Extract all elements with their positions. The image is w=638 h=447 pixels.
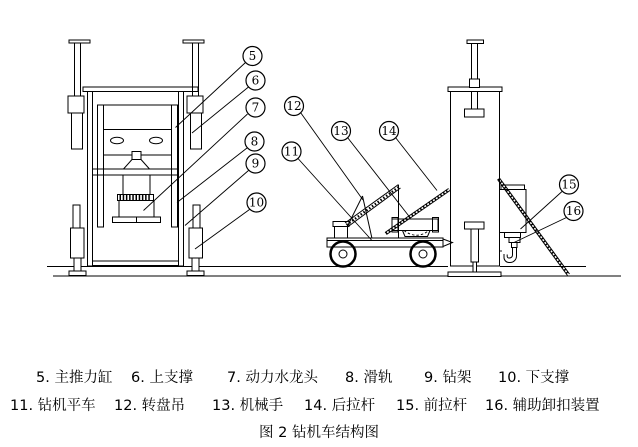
svg-text:10: 10	[248, 195, 265, 210]
power-swivel-assembly	[93, 169, 179, 223]
callout-8	[245, 132, 264, 151]
callout-7	[246, 98, 265, 117]
wheel-front	[411, 242, 436, 267]
svg-text:8: 8	[250, 134, 259, 149]
legend-item-14: 14. 后拉杆	[304, 398, 376, 414]
lower-support-left	[69, 205, 86, 276]
svg-text:9: 9	[251, 156, 260, 171]
mast-tower	[448, 40, 502, 277]
traveling-head-box	[98, 105, 178, 169]
flat-car	[327, 238, 453, 267]
ground-lines	[47, 267, 621, 277]
legend-item-16: 16. 辅助卸扣装置	[485, 398, 600, 414]
svg-text:11: 11	[283, 144, 300, 159]
callout-10	[247, 193, 266, 212]
wheel-rear	[331, 242, 356, 267]
svg-text:7: 7	[251, 100, 260, 115]
callout-16	[564, 202, 583, 221]
legend-item-6: 6. 上支撑	[131, 370, 193, 386]
svg-text:14: 14	[381, 124, 397, 139]
svg-text:5: 5	[248, 49, 257, 64]
callout-6	[246, 71, 265, 90]
legend-item-7: 7. 动力水龙头	[227, 370, 318, 386]
legend-item-13: 13. 机械手	[212, 398, 284, 414]
callout-12	[285, 97, 304, 116]
callout-5	[243, 47, 262, 66]
legend-item-8: 8. 滑轨	[345, 370, 393, 386]
main-thrust-cylinder-right	[183, 40, 204, 149]
slide-rails	[98, 105, 178, 227]
legend-item-12: 12. 转盘吊	[114, 398, 186, 414]
callout-14	[380, 122, 399, 141]
figure-caption: 图 2 钻机车结构图	[259, 425, 379, 441]
callout-15	[560, 175, 579, 194]
callouts	[243, 47, 583, 221]
svg-text:12: 12	[286, 99, 302, 114]
main-thrust-cylinder-left	[68, 40, 90, 149]
svg-text:6: 6	[251, 73, 260, 88]
lower-support-right	[187, 205, 204, 276]
callout-9	[246, 154, 265, 173]
svg-text:16: 16	[565, 204, 582, 219]
legend-item-15: 15. 前拉杆	[396, 398, 468, 414]
legend-item-9: 9. 钻架	[424, 370, 472, 386]
rear-tie-rod	[385, 189, 450, 235]
callout-11	[282, 142, 301, 161]
svg-text:13: 13	[333, 124, 349, 139]
legend-item-5: 5. 主推力缸	[36, 370, 113, 386]
legend-item-10: 10. 下支撑	[498, 370, 570, 386]
legend-item-11: 11. 钻机平车	[10, 398, 96, 414]
drill-frame-front-view	[68, 40, 204, 276]
svg-text:15: 15	[561, 177, 577, 192]
callout-13	[332, 122, 351, 141]
